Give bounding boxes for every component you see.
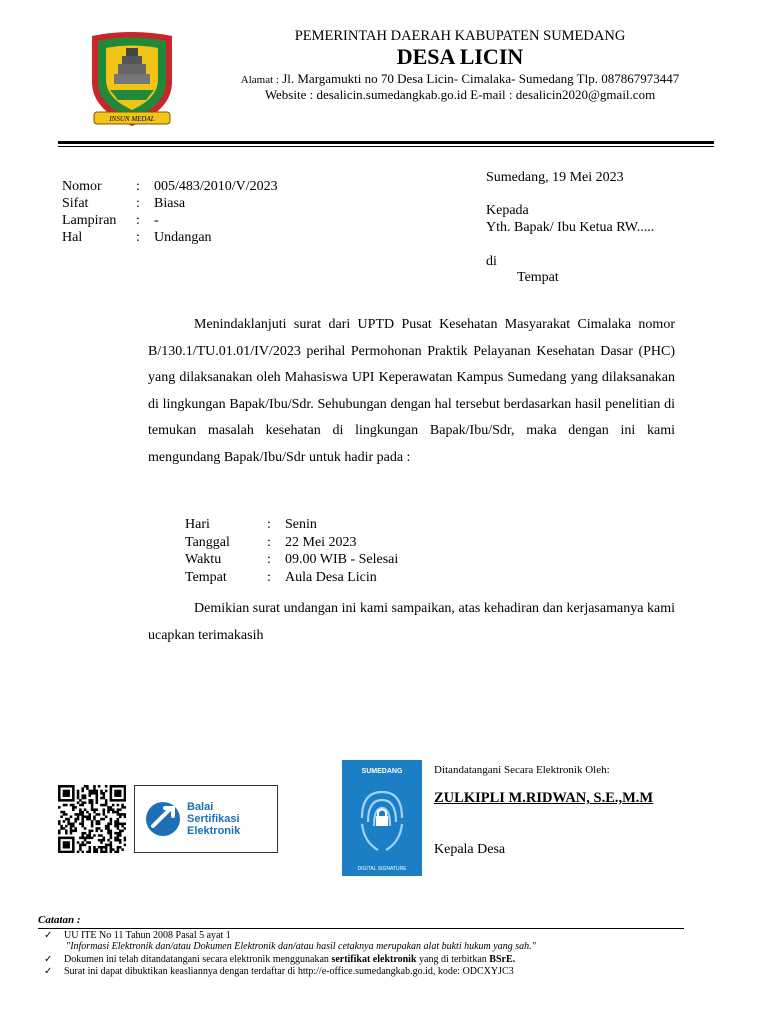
signed-by-label: Ditandatangani Secara Elektronik Oleh:	[434, 764, 610, 776]
desa-title: DESA LICIN	[396, 44, 524, 69]
government-title: PEMERINTAH DAERAH KABUPATEN SUMEDANG	[294, 28, 626, 44]
footer-item-1: ✓ UU ITE No 11 Tahun 2008 Pasal 5 ayat 1	[44, 930, 231, 941]
event-tanggal: Tanggal : 22 Mei 2023	[185, 534, 357, 550]
svg-text:SUMEDANG: SUMEDANG	[361, 768, 403, 775]
meta-sifat: Sifat : Biasa	[62, 196, 186, 211]
bsre-logo	[134, 785, 278, 853]
svg-text:DIGITAL SIGNATURE: DIGITAL SIGNATURE	[357, 866, 407, 872]
meta-hal: Hal : Undangan	[62, 230, 212, 245]
footer-rule	[38, 928, 684, 929]
svg-text:Elektronik: Elektronik	[187, 825, 241, 837]
letter-meta	[62, 178, 322, 246]
footer-item-2: ✓ Dokumen ini telah ditandatangani secara elektronik menggunakan sertifikat elektronik yang di terbitkan BSrE.	[44, 954, 516, 965]
event-details	[185, 517, 485, 587]
kepada-label: Kepada	[486, 203, 529, 218]
check-icon: ✓	[44, 930, 53, 941]
svg-text:Sertifikasi: Sertifikasi	[187, 813, 240, 825]
body-paragraph-2: Demikian surat undangan ini kami sampaikan, atas kehadiran dan kerjasamanya kami ucapkan terimakasih	[148, 601, 675, 643]
check-icon: ✓	[44, 954, 53, 965]
svg-text:INSUN MEDAL: INSUN MEDAL	[109, 115, 155, 123]
event-waktu: Waktu : 09.00 WIB - Selesai	[185, 552, 399, 567]
website-email-line: Website : desalicin.sumedangkab.go.id E-mail : desalicin2020@gmail.com	[264, 87, 656, 102]
event-hari: Hari : Senin	[185, 517, 317, 532]
body-paragraph-1: Menindaklanjuti surat dari UPTD Pusat Kesehatan Masyarakat Cimalaka nomor B/130.1/TU.01.01/IV/2023 perihal Permohonan Praktik Pelayanan Kesehatan Dasar (PHC) yang dilaksanakan oleh Mahasiswa UPI Keperawatan Kampus Sumedang yang dilaksanakan di lingkungan Bapak/Ibu/Sdr. Sehubungan dengan hal tersebut berdasarkan hasil penelitian di temukan masalah kesehatan di lingkungan Bapak/Ibu/Sdr, maka dengan ini kami mengundang Bapak/Ibu/Sdr untuk hadir pada :	[148, 317, 675, 465]
di-label: di	[486, 254, 497, 269]
desa-logo	[86, 30, 178, 130]
qr-code[interactable]	[58, 785, 126, 853]
meta-lampiran: Lampiran : -	[62, 213, 159, 228]
signer-name: ZULKIPLI M.RIDWAN, S.E.,M.M	[434, 790, 654, 806]
signer-role: Kepala Desa	[434, 842, 506, 857]
letter-date: Sumedang, 19 Mei 2023	[486, 170, 624, 185]
meta-nomor: Nomor : 005/483/2010/V/2023	[62, 179, 278, 194]
header-rule-thin	[58, 146, 714, 147]
svg-text:Balai: Balai	[187, 801, 214, 813]
recipient-name: Yth. Bapak/ Ibu Ketua RW.....	[486, 220, 655, 235]
catatan-label: Catatan :	[38, 914, 81, 926]
footer-item-3: ✓ Surat ini dapat dibuktikan keasliannya dengan terdaftar di http://e-office.sumedangkab.go.id, kode: ODCXYJC3	[44, 966, 514, 977]
footer-item-1-quote: "Informasi Elektronik dan/atau Dokumen Elektronik dan/atau hasil cetaknya merupakan alat bukti hukum yang sah."	[66, 941, 536, 952]
header-rule-thick	[58, 141, 714, 144]
address-line: Alamat : Jl. Margamukti no 70 Desa Licin- Cimalaka- Sumedang Tlp. 087867973447	[240, 71, 680, 86]
event-tempat: Tempat : Aula Desa Licin	[185, 569, 377, 585]
digital-signature-badge	[342, 760, 422, 876]
tempat-label: Tempat	[517, 270, 559, 285]
check-icon: ✓	[44, 966, 53, 977]
